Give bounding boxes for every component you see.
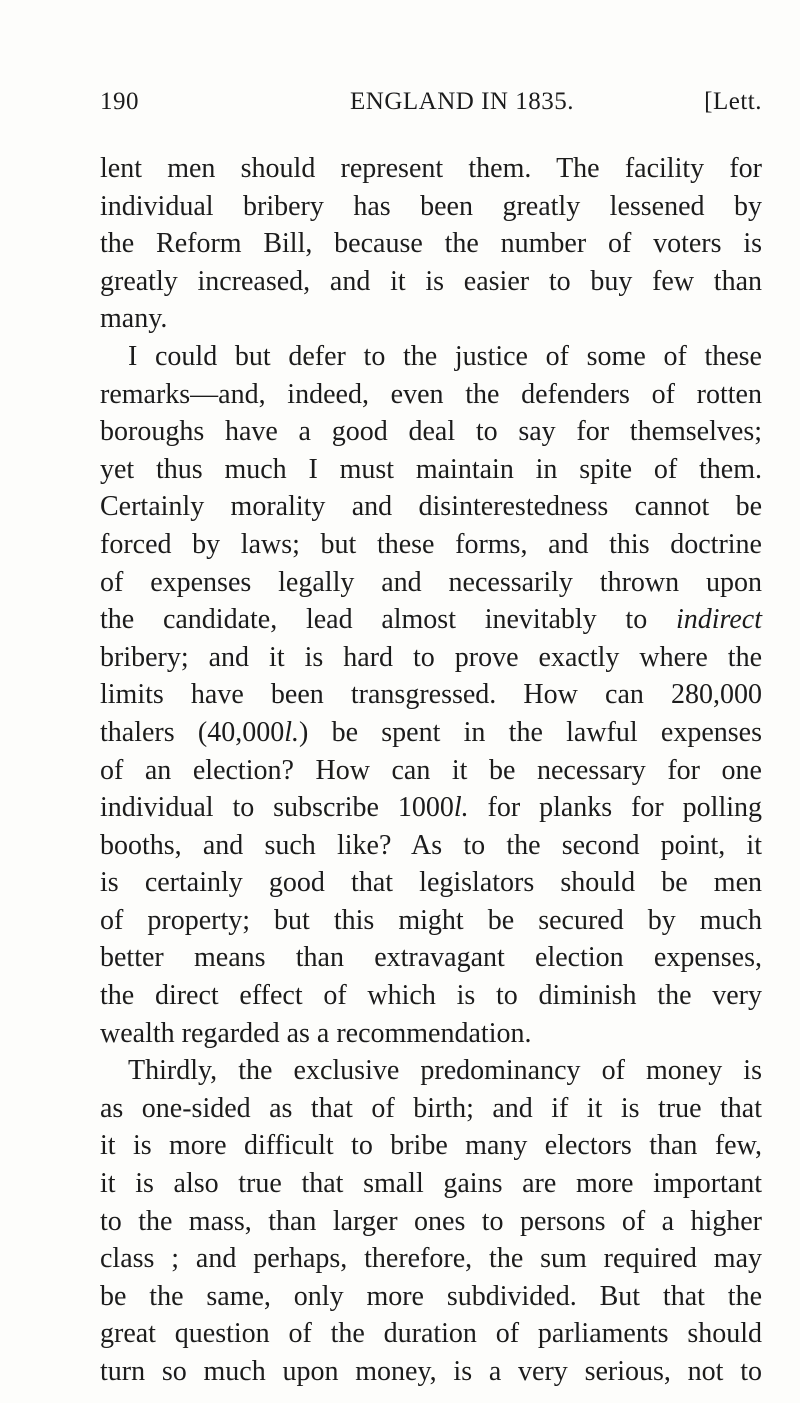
text-line: Certainly morality and disinterestedness cannot be [100, 491, 762, 523]
text-line: bribery; and it is hard to prove exactly where the [100, 641, 762, 673]
text-line: to the mass, than larger ones to persons of a higher [100, 1205, 762, 1237]
text-line: it is more difficult to bribe many electors than few, [100, 1130, 762, 1162]
text-segment: for planks for polling [468, 792, 762, 824]
text-line: the Reform Bill, because the number of voters is [100, 228, 762, 260]
text-line: limits have been transgressed. How can 280,000 [100, 679, 762, 711]
italic-word: indirect [675, 604, 762, 636]
text-segment: individual to subscribe 1000 [100, 792, 454, 824]
body-text [100, 150, 762, 1391]
text-line: class ; and perhaps, therefore, the sum required may [100, 1243, 762, 1275]
text-line [100, 789, 762, 827]
text-line: booths, and such like? As to the second point, it [100, 829, 762, 861]
text-line: lent men should represent them. The facility for [100, 153, 762, 184]
text-line: turn so much upon money, is a very serious, not to [100, 1356, 762, 1387]
chapter-reference: [Lett. [704, 88, 762, 115]
text-line: of property; but this might be secured by much [100, 904, 762, 936]
text-line: wealth regarded as a recommendation. [100, 1017, 532, 1049]
running-head [100, 88, 762, 128]
paragraph-start-line: Thirdly, the exclusive predominancy of money is [128, 1055, 762, 1087]
text-line: forced by laws; but these forms, and this doctrine [100, 528, 762, 560]
text-line: better means than extravagant election expenses, [100, 942, 762, 974]
pound-abbreviation: l. [284, 716, 299, 748]
pound-abbreviation: l. [453, 792, 469, 824]
paragraph-start-line: I could but defer to the justice of some of these [128, 340, 762, 372]
text-line: it is also true that small gains are more important [100, 1168, 762, 1200]
text-line: greatly increased, and it is easier to buy few than [100, 265, 762, 297]
text-line: the direct effect of which is to diminish the very [100, 980, 762, 1012]
text-line: great question of the duration of parliaments should [100, 1318, 762, 1350]
text-line: boroughs have a good deal to say for themselves; [100, 416, 762, 448]
text-segment: ) be spent in the lawful expenses [299, 716, 762, 748]
text-line: many. [100, 303, 168, 335]
text-line: remarks—and, indeed, even the defenders of rotten [100, 378, 762, 410]
text-line: individual bribery has been greatly lessened by [100, 190, 762, 222]
page-number: 190 [100, 88, 139, 115]
text-line [100, 714, 762, 752]
text-segment: the candidate, lead almost inevitably to [100, 604, 648, 636]
running-title: ENGLAND IN 1835. [350, 88, 574, 115]
text-line: be the same, only more subdivided. But that the [100, 1280, 762, 1312]
text-line: as one-sided as that of birth; and if it is true that [100, 1092, 762, 1124]
text-line: yet thus much I must maintain in spite of them. [100, 453, 762, 485]
text-line [100, 601, 762, 639]
text-segment: thalers (40,000 [100, 716, 285, 748]
text-line: of an election? How can it be necessary for one [100, 754, 762, 786]
text-line: of expenses legally and necessarily thrown upon [100, 566, 762, 598]
text-line: is certainly good that legislators should be men [100, 867, 762, 899]
